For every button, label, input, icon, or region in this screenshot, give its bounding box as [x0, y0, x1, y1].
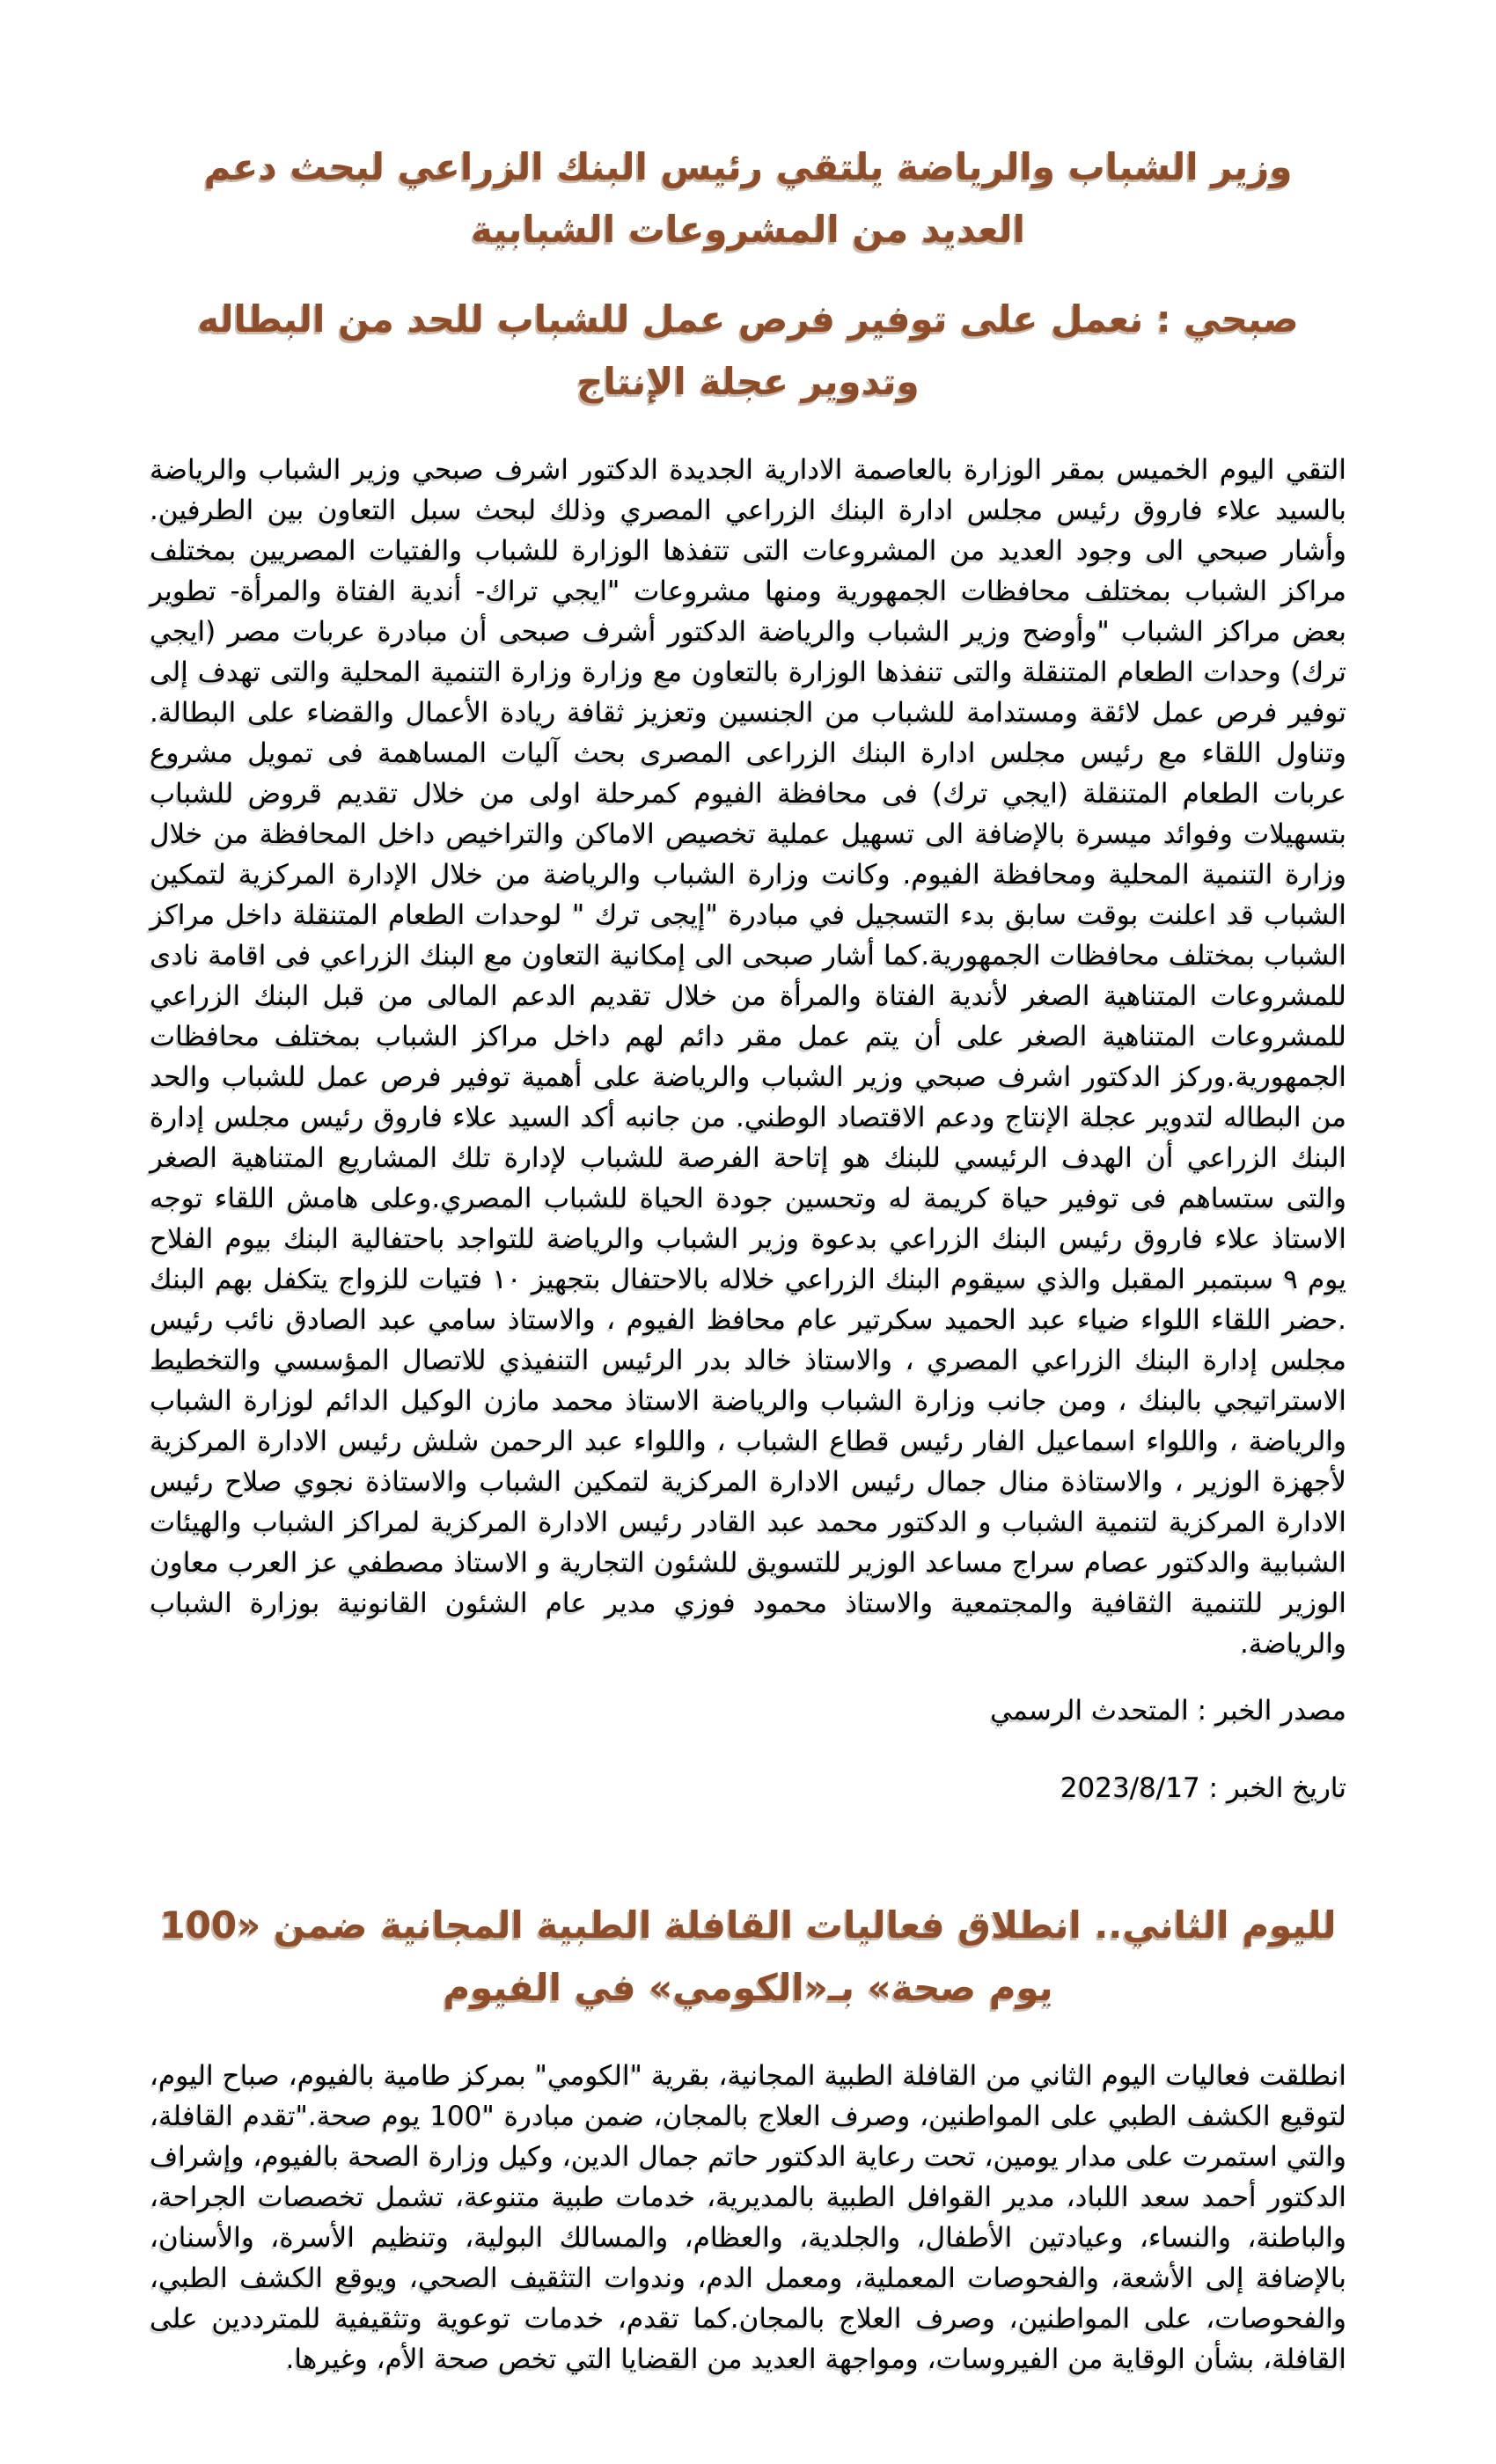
article1-subtitle: صبحي : نعمل على توفير فرص عمل للشباب للحد من البطاله وتدوير عجلة الإنتاج — [197, 297, 1299, 403]
article2-title: لليوم الثاني.. انطلاق فعاليات القافلة الطبية المجانية ضمن «100 يوم صحة» بـ«الكومي» في الفيوم — [159, 1903, 1337, 2009]
article1-title: وزير الشباب والرياضة يلتقي رئيس البنك الزراعي لبحث دعم العديد من المشروعات الشبابية — [203, 145, 1293, 251]
article1-date-line: تاريخ الخبر : 2023/8/17 — [1060, 1772, 1346, 1805]
article2-body: انطلقت فعاليات اليوم الثاني من القافلة الطبية المجانية، بقرية "الكومي" بمركز طامية بالفيوم، صباح اليوم، لتوقيع الكشف الطبي على المواطنين، وصرف العلاج بالمجان، ضمن مبادرة "100 يوم صحة."تقدم القافلة، والتي استمرت على مدار يومين، تحت رعاية الدكتور حاتم جمال الدين، وكيل وزارة الصحة بالفيوم، وإشراف الدكتور أحمد سعد اللباد، مدير القوافل الطبية بالمديرية، خدمات طبية متنوعة، تشمل تخصصات الجراحة، والباطنة، والنساء، وعيادتين الأطفال، والجلدية، والعظام، والمسالك البولية، وتنظيم الأسرة، والأسنان، بالإضافة إلى الأشعة، والفحوصات المعملية، ومعمل الدم، وندوات التثقيف الصحي، ويوقع الكشف الطبي، والفحوصات، على المواطنين، وصرف العلاج بالمجان.كما تقدم، خدمات توعوية وتثقيفية للمترددين على القافلة، بشأن الوقاية من الفيروسات، ومواجهة العديد من القضايا التي تخص صحة الأم، وغيرها. — [150, 2060, 1346, 2376]
article1-source-line: مصدر الخبر : المتحدث الرسمي — [990, 1695, 1346, 1727]
article1-body: التقي اليوم الخميس بمقر الوزارة بالعاصمة الادارية الجديدة الدكتور اشرف صبحي وزير الشباب والرياضة بالسيد علاء فاروق رئيس مجلس ادارة البنك الزراعي المصري وذلك لبحث سبل التعاون بين الطرفين. وأشار صبحي الى وجود العديد من المشروعات التى تتفذها الوزارة للشباب والفتيات المصريين بمختلف مراكز الشباب بمختلف محافظات الجمهورية ومنها مشروعات "ايجي تراك- أندية الفتاة والمرأة- تطوير بعض مراكز الشباب "وأوضح وزير الشباب والرياضة الدكتور أشرف صبحى أن مبادرة عربات مصر (ايجي ترك) وحدات الطعام المتنقلة والتى تنفذها الوزارة بالتعاون مع وزارة وزارة التنمية المحلية والتى تهدف إلى توفير فرص عمل لائقة ومستدامة للشباب من الجنسين وتعزيز ثقافة ريادة الأعمال والقضاء على البطالة. وتناول اللقاء مع رئيس مجلس ادارة البنك الزراعى المصرى بحث آليات المساهمة فى تمويل مشروع عربات الطعام المتنقلة (ايجي ترك) فى محافظة الفيوم كمرحلة اولى من خلال تقديم قروض للشباب بتسهيلات وفوائد ميسرة بالإضافة الى تسهيل عملية تخصيص الاماكن والتراخيص داخل المحافظة من خلال وزارة التنمية المحلية ومحافظة الفيوم. وكانت وزارة الشباب والرياضة من خلال الإدارة المركزية لتمكين الشباب قد اعلنت بوقت سابق بدء التسجيل في مبادرة "إيجى ترك " لوحدات الطعام المتنقلة داخل مراكز الشباب بمختلف محافظات الجمهورية.كما أشار صبحى الى إمكانية التعاون مع البنك الزراعي فى اقامة نادى للمشروعات المتناهية الصغر لأندية الفتاة والمرأة من خلال تقديم الدعم المالى من قبل البنك الزراعي للمشروعات المتناهية الصغر على أن يتم عمل مقر دائم لهم داخل مراكز الشباب بمختلف محافظات الجمهورية.وركز الدكتور اشرف صبحي وزير الشباب والرياضة على أهمية توفير فرص عمل للشباب والحد من البطاله لتدوير عجلة الإنتاج ودعم الاقتصاد الوطني. من جانبه أكد السيد علاء فاروق رئيس مجلس إدارة البنك الزراعي أن الهدف الرئيسي للبنك هو إتاحة الفرصة للشباب لإدارة تلك المشاريع المتناهية الصغر والتى ستساهم فى توفير حياة كريمة له وتحسين جودة الحياة للشباب المصري.وعلى هامش اللقاء توجه الاستاذ علاء فاروق رئيس البنك الزراعي بدعوة وزير الشباب والرياضة للتواجد باحتفالية البنك بيوم الفلاح يوم ٩ سبتمبر المقبل والذي سيقوم البنك الزراعي خلاله بالاحتفال بتجهيز ١٠ فتيات للزواج يتكفل بهم البنك .حضر اللقاء اللواء ضياء عبد الحميد سكرتير عام محافظ الفيوم ، والاستاذ سامي عبد الصادق نائب رئيس مجلس إدارة البنك الزراعي المصري ، والاستاذ خالد بدر الرئيس التنفيذي للاتصال المؤسسي والتخطيط الاستراتيجي بالبنك ، ومن جانب وزارة الشباب والرياضة الاستاذ محمد مازن الوكيل الدائم لوزارة الشباب والرياضة ، واللواء اسماعيل الفار رئيس قطاع الشباب ، واللواء عبد الرحمن شلش رئيس الادارة المركزية لأجهزة الوزير ، والاستاذة منال جمال رئيس الادارة المركزية لتمكين الشباب والاستاذة نجوي صلاح رئيس الادارة المركزية لتنمية الشباب و الدكتور محمد عبد القادر رئيس الادارة المركزية لمراكز الشباب والهيئات الشبابية والدكتور عصام سراج مساعد الوزير للتسويق للشئون التجارية و الاستاذ مصطفي عز العرب معاون الوزير للتنمية الثقافية والمجتمعية والاستاذ محمود فوزي مدير عام الشئون القانونية بوزارة الشباب والرياضة. — [150, 454, 1346, 1661]
